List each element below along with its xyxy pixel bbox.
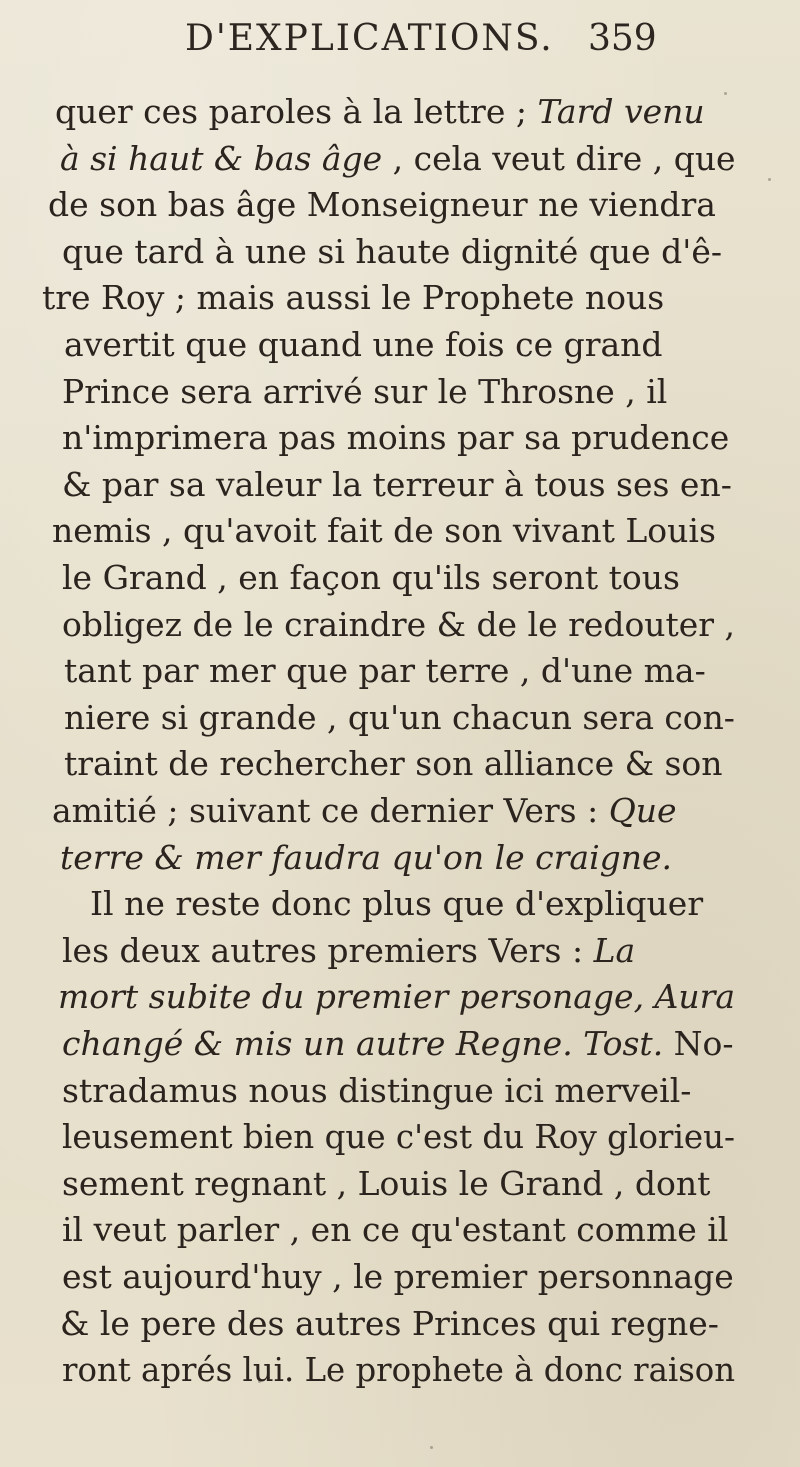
italic-text-segment: mort subite du premier personage, Aura <box>58 977 736 1017</box>
text-segment: , cela veut dire , que <box>382 138 736 178</box>
text-line <box>64 698 735 738</box>
text-line <box>52 791 677 831</box>
paper-speck <box>724 92 727 95</box>
text-segment: est aujourd'huy , le premier personnage <box>62 1257 734 1296</box>
paper-speck <box>768 178 771 181</box>
text-segment: le Grand , en façon qu'ils seront tous <box>62 558 680 597</box>
text-line <box>64 744 723 784</box>
text-segment: tant par mer que par terre , d'une ma- <box>64 651 706 691</box>
text-segment: tre Roy ; mais aussi le Prophete nous <box>42 278 665 318</box>
italic-text-segment: La <box>593 930 636 970</box>
text-line <box>62 1350 735 1390</box>
text-segment: & le pere des autres Princes qui regne- <box>60 1303 719 1343</box>
text-segment: que tard à une si haute dignité que d'ê- <box>62 231 723 271</box>
italic-text-segment: terre & mer faudra qu'on le craigne. <box>60 837 673 877</box>
paper-speck <box>430 1446 433 1449</box>
text-segment: & par sa valeur la terreur à tous ses en- <box>62 464 732 504</box>
italic-text-segment: à si haut & bas âge <box>60 138 383 178</box>
text-segment: Il ne reste donc plus que d'expliquer <box>90 884 704 924</box>
text-line <box>55 92 705 132</box>
italic-text-segment: Que <box>608 791 677 830</box>
italic-text-segment: changé & mis un autre Regne. Tost. <box>62 1024 664 1063</box>
page-number: 359 <box>588 18 657 59</box>
text-line <box>62 1210 728 1250</box>
text-segment: niere si grande , qu'un chacun sera con- <box>64 697 735 737</box>
text-segment: n'imprimera pas moins par sa prudence <box>62 418 730 458</box>
text-line <box>60 139 736 179</box>
text-segment: traint de rechercher son alliance & son <box>64 744 723 784</box>
text-line <box>58 977 735 1017</box>
text-segment: avertit que quand une fois ce grand <box>64 325 663 364</box>
text-line <box>62 372 667 412</box>
text-segment: stradamus nous distingue ici merveil- <box>62 1070 692 1110</box>
text-line <box>64 325 663 365</box>
text-segment: ront aprés lui. Le prophete à donc raison <box>62 1350 736 1390</box>
text-line <box>62 465 732 505</box>
text-segment: quer ces paroles à la lettre ; <box>55 92 538 131</box>
text-segment: sement regnant , Louis le Grand , dont <box>62 1163 711 1203</box>
text-segment: obligez de le craindre & de le redouter , <box>62 604 736 644</box>
text-segment: No- <box>663 1024 734 1063</box>
text-segment: nemis , qu'avoit fait de son vivant Louis <box>52 511 716 551</box>
text-line <box>62 418 729 458</box>
paper-speck <box>258 1380 261 1383</box>
text-line <box>62 232 722 272</box>
italic-text-segment: Tard venu <box>537 92 705 131</box>
text-segment: Prince sera arrivé sur le Throsne , il <box>62 371 668 411</box>
text-segment: il veut parler , en ce qu'estant comme il <box>62 1210 729 1250</box>
text-line <box>62 1257 734 1297</box>
text-line <box>62 1164 710 1204</box>
text-segment: de son bas âge Monseigneur ne viendra <box>48 185 716 225</box>
page-header <box>0 18 800 78</box>
text-line <box>52 511 716 551</box>
text-line <box>42 278 664 318</box>
text-line <box>64 651 706 691</box>
text-segment: amitié ; suivant ce dernier Vers : <box>52 791 609 830</box>
text-line <box>90 884 703 924</box>
text-line <box>62 1071 691 1111</box>
text-line <box>62 1024 734 1064</box>
text-line <box>60 1304 719 1344</box>
text-line <box>48 185 716 225</box>
running-title: D'EXPLICATIONS. <box>185 18 554 59</box>
text-segment: leusement bien que c'est du Roy glorieu- <box>62 1117 736 1157</box>
text-line <box>60 838 672 878</box>
text-line <box>62 1117 735 1157</box>
text-segment: les deux autres premiers Vers : <box>62 930 594 970</box>
text-line <box>62 558 680 598</box>
text-line <box>62 931 635 971</box>
text-line <box>62 605 735 645</box>
